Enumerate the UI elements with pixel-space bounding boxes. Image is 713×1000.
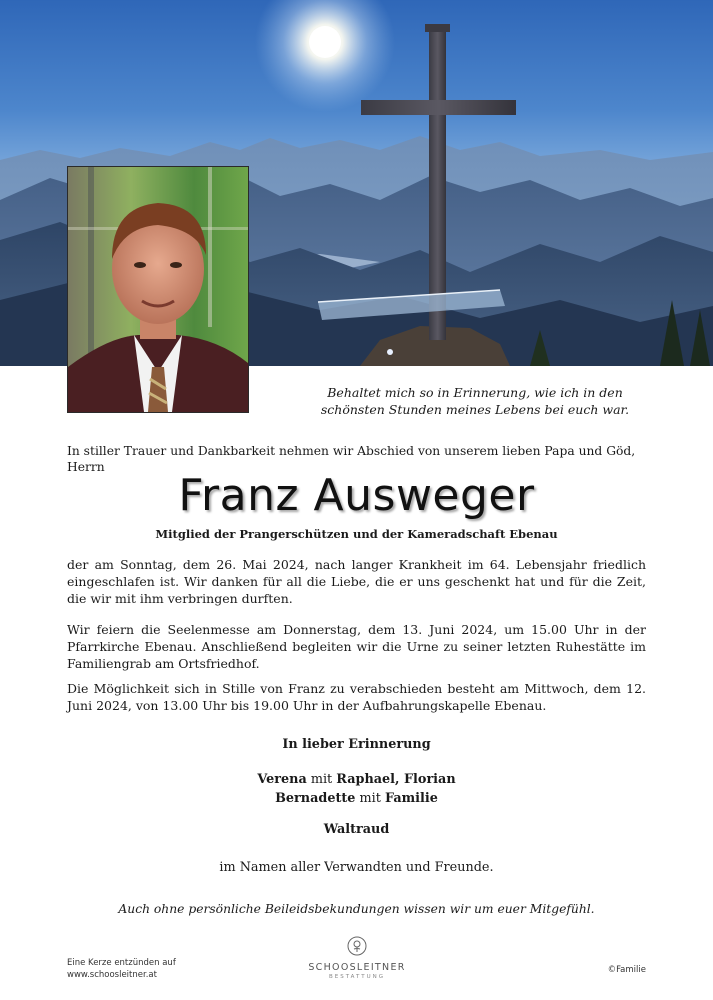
deceased-name: Franz Ausweger bbox=[178, 470, 535, 521]
connector-text: mit bbox=[310, 772, 333, 787]
mourner-name: Familie bbox=[384, 791, 438, 806]
mourner-waltraud: Waltraud bbox=[323, 822, 390, 837]
mourner-name: Bernadette bbox=[275, 791, 356, 806]
copyright-notice: ©Familie bbox=[607, 965, 646, 975]
mourners-heading: In lieber Erinnerung bbox=[282, 737, 431, 752]
paragraph-death-notice: der am Sonntag, dem 26. Mai 2024, nach langer Krankheit im 64. Lebensjahr friedlich eingeschlafen ist. Wir danken für all die Liebe, die er uns geschenkt hat und für die Zeit, die wir mit ihm verbringen durften. bbox=[67, 557, 646, 606]
mourners-line-2 bbox=[0, 791, 713, 806]
closing-note: Auch ohne persönliche Beileidsbekundungen wissen wir um euer Mitgefühl. bbox=[118, 902, 595, 916]
candle-text: Eine Kerze entzünden auf bbox=[67, 958, 176, 968]
deceased-subtitle: Mitglied der Prangerschützen und der Kameradschaft Ebenau bbox=[155, 527, 558, 541]
relatives-line: im Namen aller Verwandten und Freunde. bbox=[219, 860, 494, 875]
rose-emblem-icon bbox=[347, 936, 367, 956]
motto-line-2: schönsten Stunden meines Lebens bei euch war. bbox=[320, 402, 630, 417]
connector-text: mit bbox=[359, 791, 381, 806]
mourner-name: Verena bbox=[257, 772, 307, 787]
funeral-home-logo bbox=[297, 936, 417, 980]
intro-text: In stiller Trauer und Dankbarkeit nehmen wir Abschied von unserem lieben Papa und Göd, Herrn bbox=[67, 444, 636, 474]
paragraph-funeral-mass: Wir feiern die Seelenmesse am Donnerstag, dem 13. Juni 2024, um 15.00 Uhr in der Pfarrkirche Ebenau. Anschließend begleiten wir die Urne zu seiner letzten Ruhestätte im Familiengrab am Ortsfriedhof. bbox=[67, 622, 646, 671]
candle-link-block bbox=[67, 957, 176, 981]
sun bbox=[309, 26, 341, 58]
mourners-line-1 bbox=[0, 772, 713, 787]
logo-name: SCHOOSLEITNER bbox=[308, 962, 406, 973]
summit-cross-beam bbox=[361, 100, 516, 115]
portrait-photo bbox=[67, 166, 249, 413]
memorial-motto bbox=[270, 384, 680, 418]
mourner-name: Raphael, Florian bbox=[336, 772, 456, 787]
website-link[interactable]: www.schoosleitner.at bbox=[67, 970, 157, 980]
portrait-image bbox=[68, 167, 248, 412]
motto-line-1: Behaltet mich so in Erinnerung, wie ich in den bbox=[327, 385, 623, 400]
logo-subtitle: BESTATTUNG bbox=[328, 974, 386, 980]
paragraph-viewing: Die Möglichkeit sich in Stille von Franz zu verabschieden besteht am Mittwoch, dem 12. Juni 2024, von 13.00 Uhr bis 19.00 Uhr in der Aufbahrungskapelle Ebenau. bbox=[67, 681, 646, 713]
